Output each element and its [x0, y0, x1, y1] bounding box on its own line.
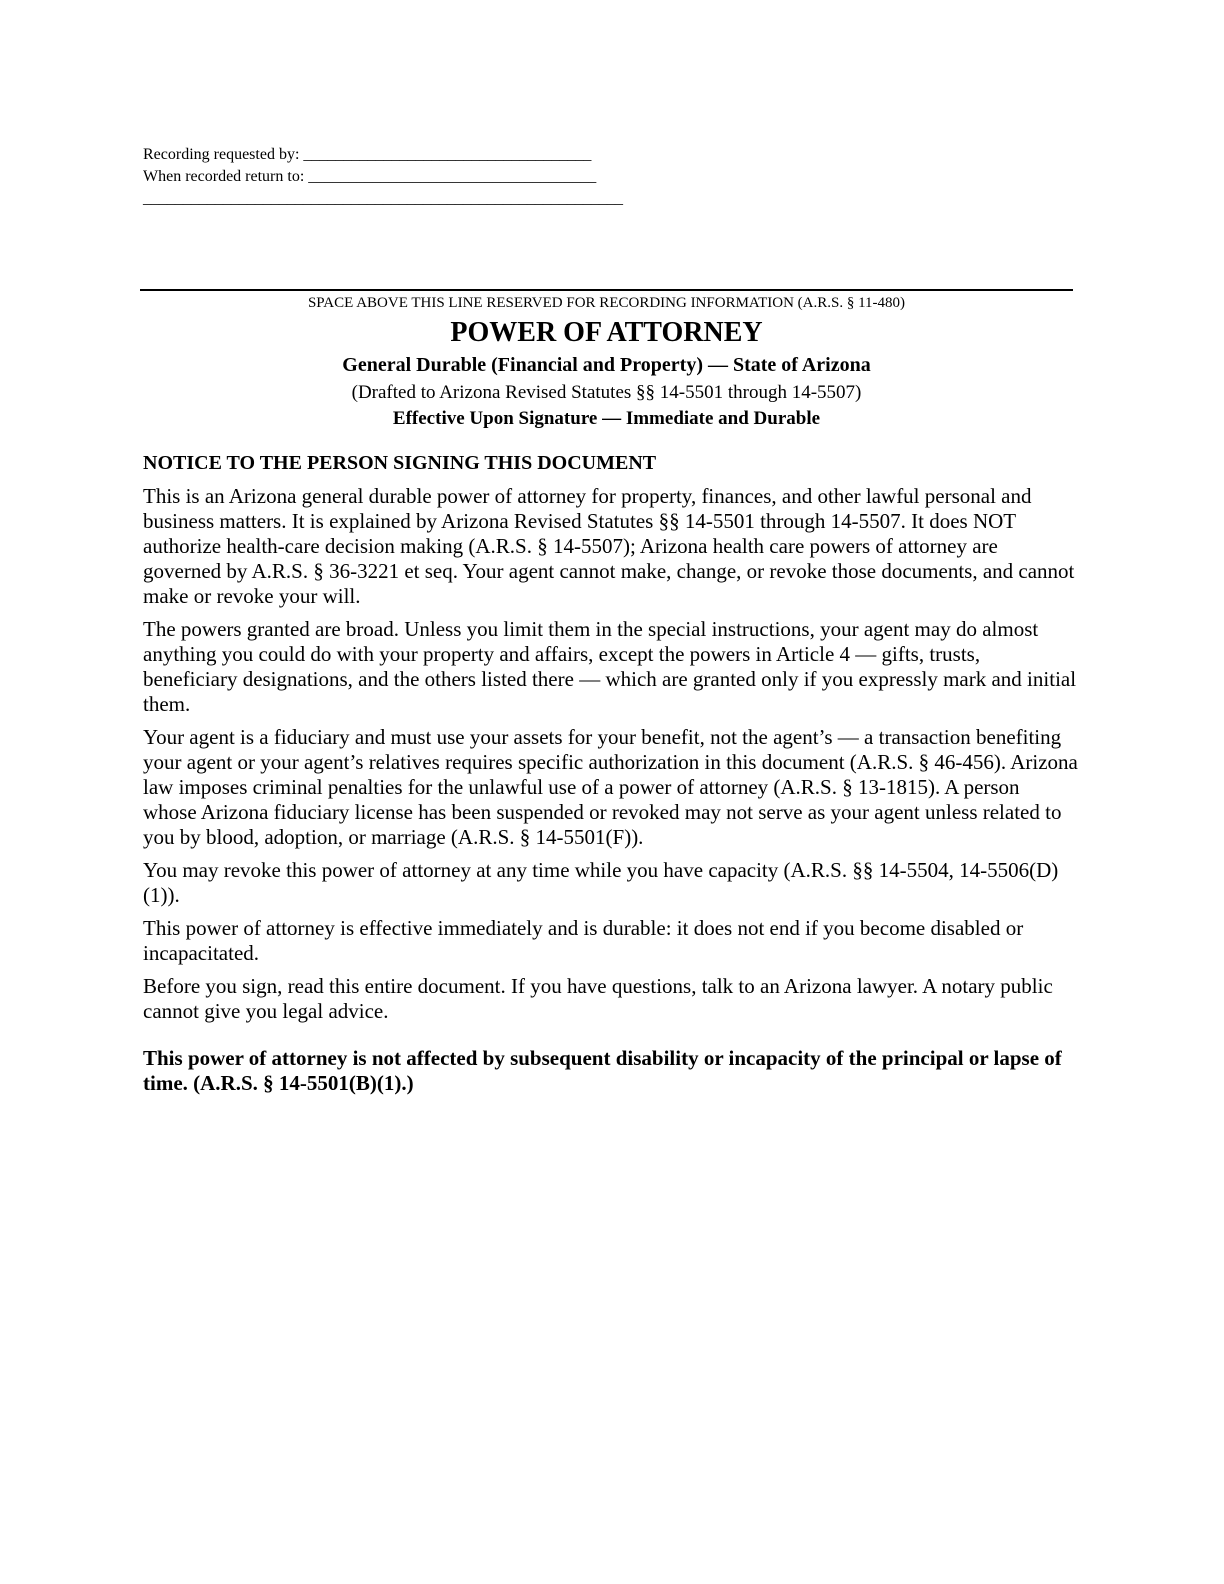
- notice-paragraph: Your agent is a fiduciary and must use your assets for your benefit, not the agent’s — a transaction benefiting your agent or your agent’s relatives requires specific authorization in this document (A.R.S. § 46-456). Arizona law imposes criminal penalties for the unlawful use of a power of attorney (A.R.S. § 13-1815). A person whose Arizona fiduciary license has been suspended or revoked may not serve as your agent unless related to you by blood, adoption, or marriage (A.R.S. § 14-5501(F)).: [143, 725, 1078, 849]
- recording-address-line: ____________________________________________________________: [143, 190, 623, 207]
- recorded-return-to-line: When recorded return to: ____________________________________: [143, 168, 597, 185]
- recording-info-block: [143, 144, 623, 210]
- recording-divider-rule: [140, 289, 1073, 291]
- notice-heading: NOTICE TO THE PERSON SIGNING THIS DOCUMENT: [143, 452, 657, 474]
- notice-paragraph: This is an Arizona general durable power of attorney for property, finances, and other lawful personal and business matters. It is explained by Arizona Revised Statutes §§ 14-5501 through 14-5507. It does NOT authorize health-care decision making (A.R.S. § 14-5507); Arizona health care powers of attorney are governed by A.R.S. § 36-3221 et seq. Your agent cannot make, change, or revoke those documents, and cannot make or revoke your will.: [143, 484, 1075, 608]
- page-title: POWER OF ATTORNEY: [450, 317, 763, 348]
- recording-requested-by-line: Recording requested by: ____________________________________: [143, 146, 592, 163]
- statute-reference: (Drafted to Arizona Revised Statutes §§ 14-5501 through 14-5507): [351, 382, 862, 403]
- notice-paragraph: You may revoke this power of attorney at any time while you have capacity (A.R.S. §§ 14-5504, 14-5506(D)(1)).: [143, 858, 1059, 907]
- document-header: [140, 294, 1073, 432]
- space-reserved-notice: SPACE ABOVE THIS LINE RESERVED FOR RECORDING INFORMATION (A.R.S. § 11-480): [307, 295, 906, 311]
- durability-statement: This power of attorney is not affected by subsequent disability or incapacity of the principal or lapse of time. (A.R.S. § 14-5501(B)(1).): [143, 1046, 1062, 1095]
- notice-paragraph: This power of attorney is effective immediately and is durable: it does not end if you become disabled or incapacitated.: [143, 916, 1024, 965]
- document-subtitle: General Durable (Financial and Property) — State of Arizona: [342, 354, 871, 376]
- notice-paragraph: The powers granted are broad. Unless you limit them in the special instructions, your agent may do almost anything you could do with your property and affairs, except the powers in Article 4 — gifts, trusts, beneficiary designations, and the others listed there — which are granted only if you expressly mark and initial them.: [143, 617, 1077, 716]
- notice-paragraph: Before you sign, read this entire document. If you have questions, talk to an Arizona lawyer. A notary public cannot give you legal advice.: [143, 974, 1053, 1023]
- effective-statement: Effective Upon Signature — Immediate and Durable: [392, 408, 821, 429]
- notice-section: [143, 450, 1078, 1096]
